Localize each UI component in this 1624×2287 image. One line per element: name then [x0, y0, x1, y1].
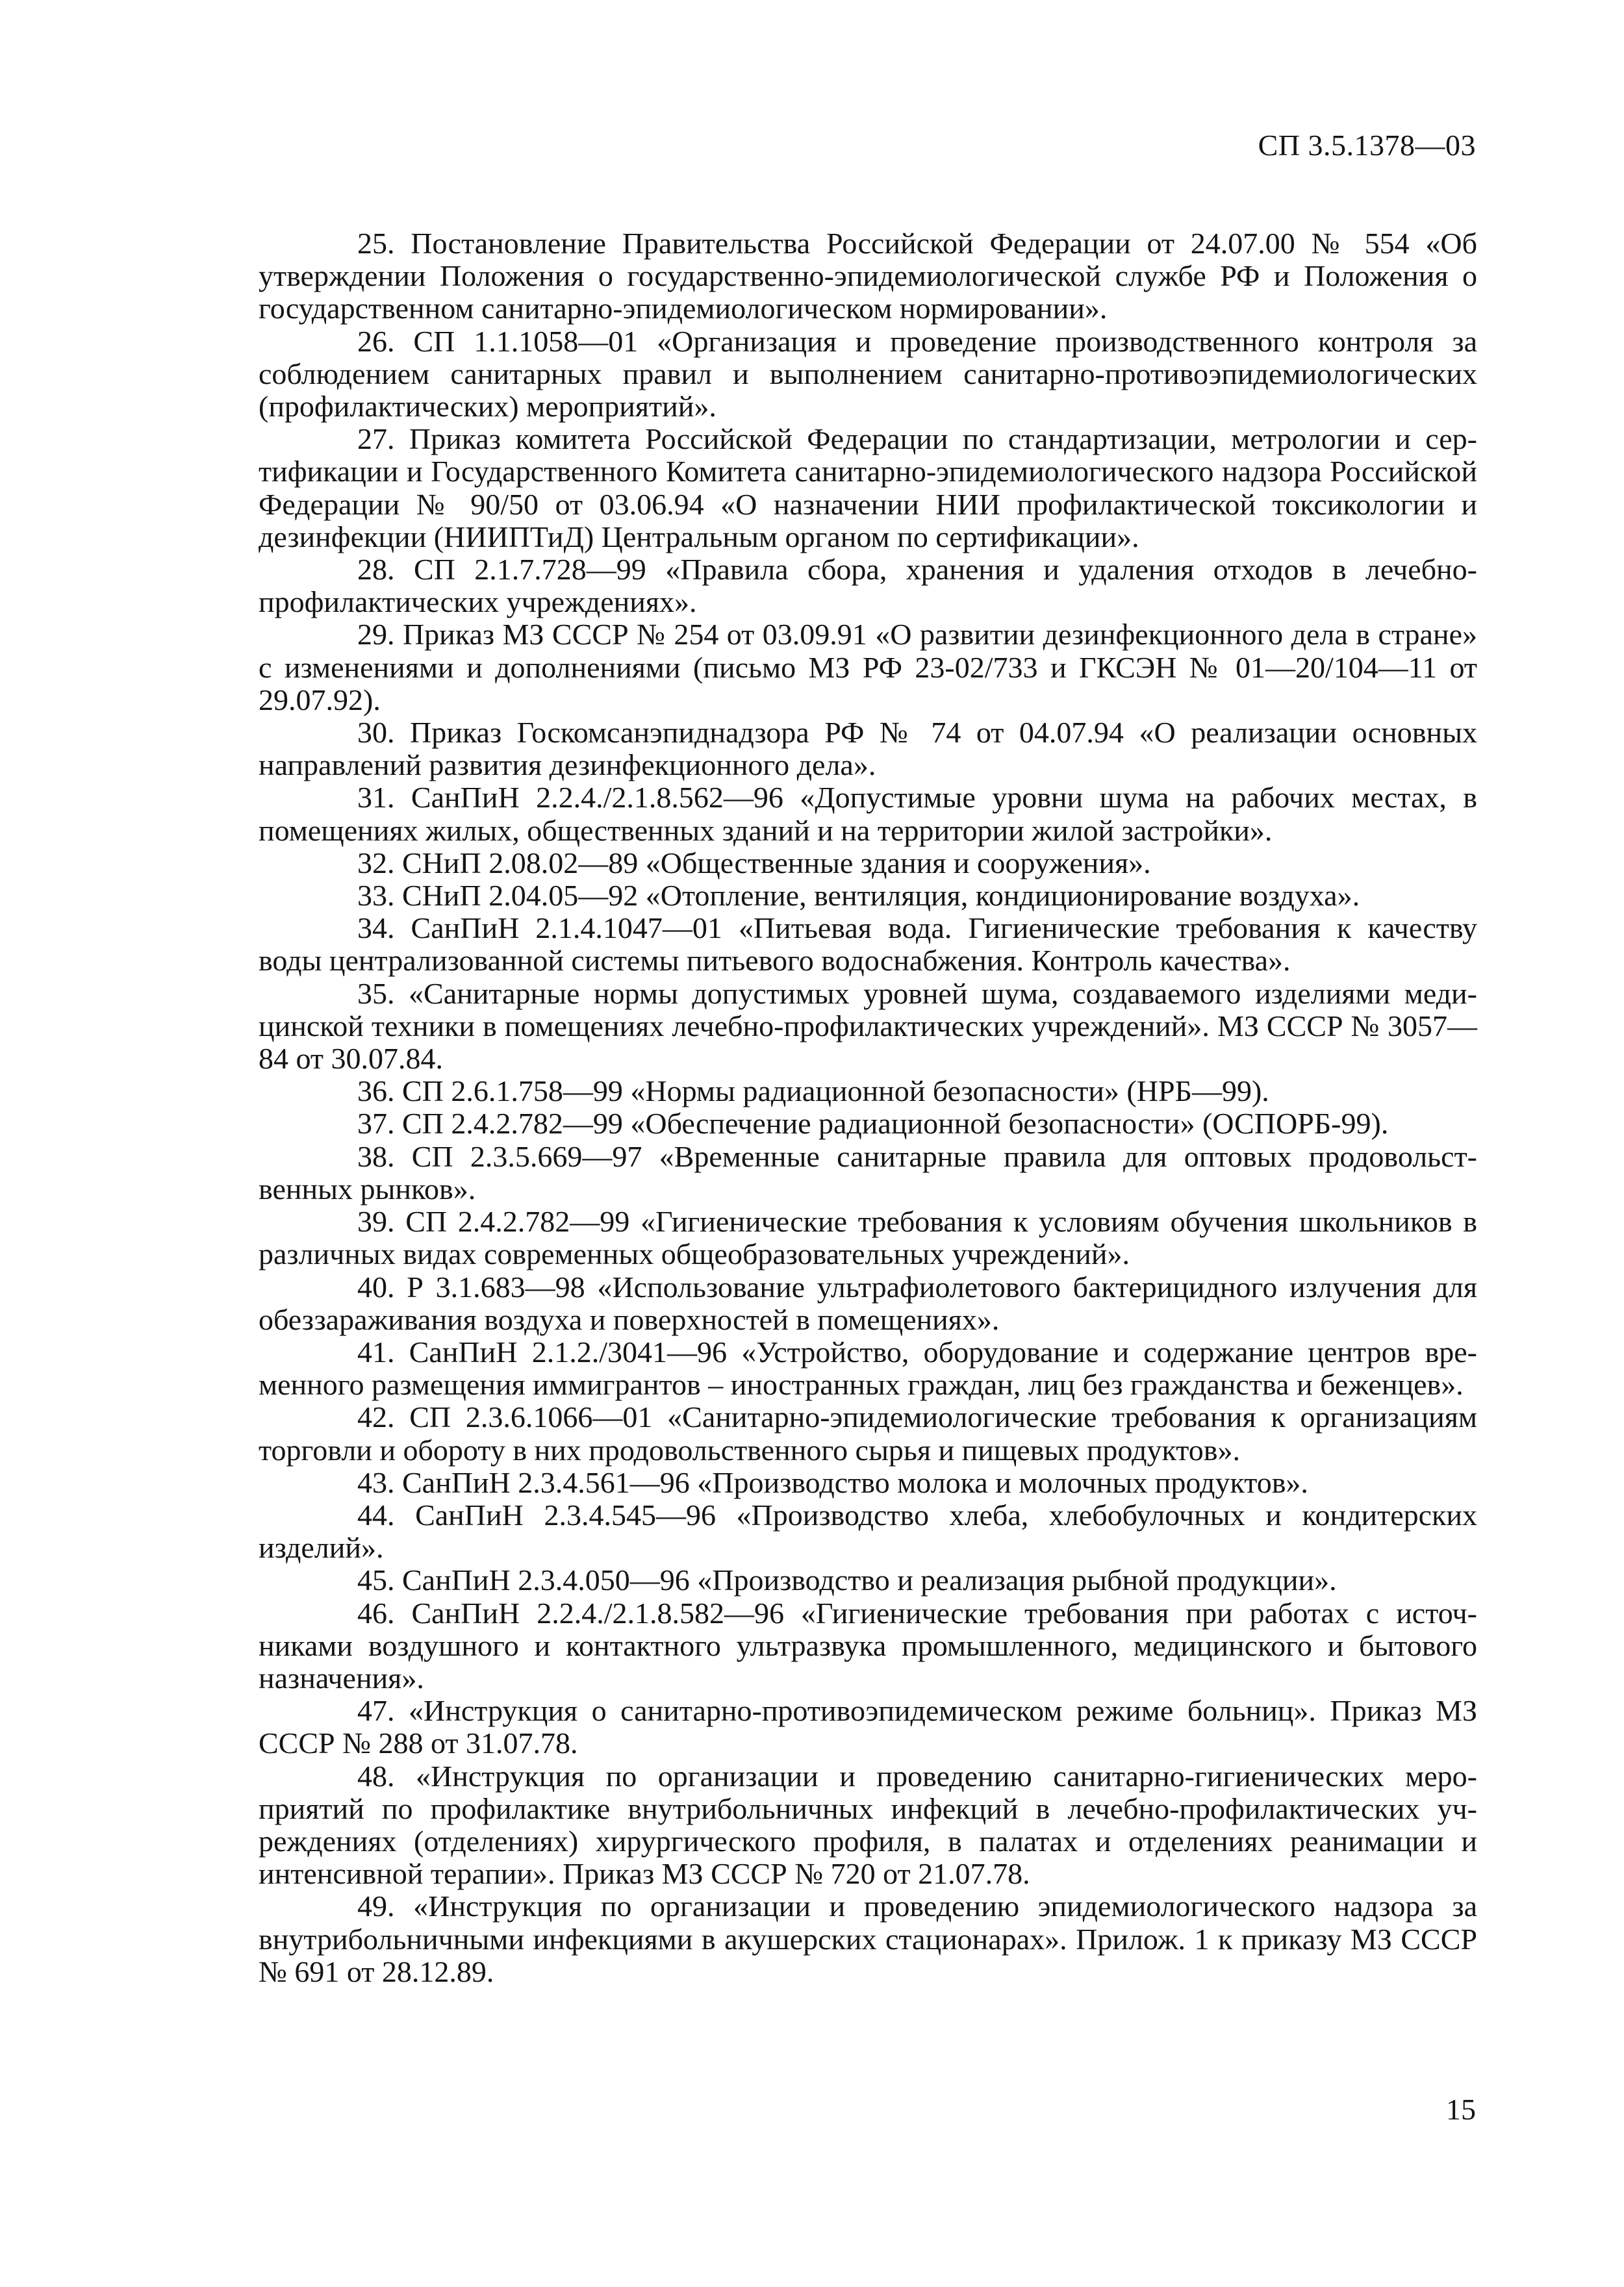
reference-item-28: 28. СП 2.1.7.728—99 «Правила сбора, хранения и удаления отходов в лечебно-профилактических учреждениях». — [259, 553, 1477, 619]
reference-item-26: 26. СП 1.1.1058—01 «Организация и проведение производственного контроля за соблюдением санитарных правил и выполнением санитарно-противоэпидемиологических (профилактических) мероприятий». — [259, 324, 1477, 423]
reference-item-35: 35. «Санитарные нормы допустимых уровней шума, создаваемого изделиями медицинской техники в помещениях лечебно-профилактических учреждений». МЗ СССР № 3057—84 от 30.07.84. — [259, 976, 1477, 1076]
reference-item-38: 38. СП 2.3.5.669—97 «Временные санитарные правила для оптовых продовольственных рынков». — [259, 1139, 1477, 1206]
reference-item-49: 49. «Инструкция по организации и проведению эпидемиологического надзора за внутрибольничными инфекциями в акушерских стационарах». Прилож. 1 к приказу МЗ СССР № 691 от 28.12.89. — [259, 1889, 1477, 1988]
reference-item-40: 40. Р 3.1.683—98 «Использование ультрафиолетового бактерицидного излучения для обеззараживания воздуха и поверхностей в помещениях». — [259, 1270, 1477, 1336]
reference-item-42: 42. СП 2.3.6.1066—01 «Санитарно-эпидемиологические требования к организациям торговли и обороту в них продовольственного сырья и пищевых продуктов». — [259, 1400, 1477, 1467]
reference-list — [259, 227, 1477, 1988]
reference-item-36: 36. СП 2.6.1.758—99 «Нормы радиационной безопасности» (НРБ—99). — [357, 1074, 1269, 1108]
reference-item-29: 29. Приказ МЗ СССР № 254 от 03.09.91 «О развитии дезинфекционного дела в стране» с изменениями и дополнениями (письмо МЗ РФ 23-02/733 и ГКСЭН № 01—20/104—11 от 29.07.92). — [259, 618, 1477, 716]
reference-item-37: 37. СП 2.4.2.782—99 «Обеспечение радиационной безопасности» (ОСПОРБ-99). — [357, 1107, 1389, 1141]
reference-item-45: 45. СанПиН 2.3.4.050—96 «Производство и реализация рыбной продукции». — [357, 1563, 1337, 1597]
reference-item-30: 30. Приказ Госкомсанэпиднадзора РФ № 74 от 04.07.94 «О реализации основных направлений развития дезинфекционного дела». — [259, 716, 1477, 782]
reference-item-27: 27. Приказ комитета Российской Федерации по стандартизации, метрологии и сертификации и Государственного Комитета санитарно-эпидемиологического надзора Российской Федерации № 90/50 от 03.06.94 «О назначении НИИ профилактической токсикологии и дезинфекции (НИИПТиД) Центральным органом по сертификации». — [259, 422, 1477, 553]
reference-item-46: 46. СанПиН 2.2.4./2.1.8.582—96 «Гигиенические требования при работах с источниками воздушного и контактного ультразвука промышленного, медицинского и бытового назначения». — [259, 1596, 1477, 1695]
reference-item-48: 48. «Инструкция по организации и проведению санитарно-гигиенических мероприятий по профилактике внутрибольничных инфекций в лечебно-профилактических учреждениях (отделениях) хирургического профиля, в палатах и отделениях реанимации и интенсивной терапии». Приказ МЗ СССР № 720 от 21.07.78. — [259, 1759, 1477, 1891]
reference-item-33: 33. СНиП 2.04.05—92 «Отопление, вентиляция, кондиционирование воздуха». — [357, 879, 1360, 913]
reference-item-41: 41. СанПиН 2.1.2./3041—96 «Устройство, оборудование и содержание центров временного размещения иммигрантов – иностранных граждан, лиц без гражданства и беженцев». — [259, 1335, 1477, 1402]
reference-item-39: 39. СП 2.4.2.782—99 «Гигиенические требования к условиям обучения школьников в различных видах современных общеобразовательных учреждений». — [259, 1205, 1477, 1271]
reference-item-34: 34. СанПиН 2.1.4.1047—01 «Питьевая вода. Гигиенические требования к качеству воды централизованной системы питьевого водоснабжения. Контроль качества». — [259, 911, 1477, 978]
reference-item-32: 32. СНиП 2.08.02—89 «Общественные здания и сооружения». — [357, 846, 1151, 879]
reference-item-43: 43. СанПиН 2.3.4.561—96 «Производство молока и молочных продуктов». — [357, 1465, 1308, 1499]
reference-item-47: 47. «Инструкция о санитарно-противоэпидемическом режиме больниц». Приказ МЗ СССР № 288 от 31.07.78. — [259, 1694, 1477, 1760]
document-code-header: СП 3.5.1378—03 — [1258, 129, 1476, 162]
reference-item-25: 25. Постановление Правительства Российской Федерации от 24.07.00 № 554 «Об утверждении Положения о государственно-эпидемиологической службе РФ и Положения о государственном санитарно-эпидемиологическом нормировании». — [259, 227, 1477, 325]
reference-item-44: 44. СанПиН 2.3.4.545—96 «Производство хлеба, хлебобулочных и кондитерских изделий». — [259, 1498, 1477, 1565]
page-number: 15 — [1446, 2093, 1476, 2126]
reference-item-31: 31. СанПиН 2.2.4./2.1.8.562—96 «Допустимые уровни шума на рабочих местах, в помещениях жилых, общественных зданий и на территории жилой застройки». — [259, 781, 1477, 847]
